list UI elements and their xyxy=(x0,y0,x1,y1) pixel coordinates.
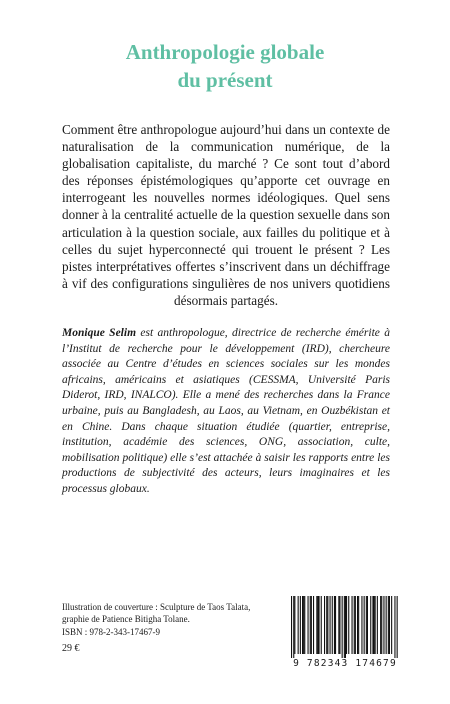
barcode-bar xyxy=(377,596,378,654)
barcode-bar xyxy=(321,596,322,654)
barcode-bar xyxy=(311,596,312,654)
barcode-bar xyxy=(302,596,303,654)
barcode-bar xyxy=(335,596,336,654)
barcode-bar xyxy=(330,596,331,654)
barcode-bar xyxy=(346,596,347,654)
barcode-bar xyxy=(380,596,381,654)
barcode-bar xyxy=(327,596,328,654)
barcode-bar xyxy=(375,596,376,654)
barcode-bar xyxy=(303,596,304,654)
barcode xyxy=(283,592,407,670)
illustration-credit: Illustration de couverture : Sculpture de Taos Talata, graphie de Patience Bitigha Tolane. xyxy=(62,602,251,624)
barcode-bar xyxy=(348,596,349,654)
barcode-bar xyxy=(338,596,339,654)
barcode-bar xyxy=(358,596,359,654)
barcode-bar xyxy=(342,596,343,658)
barcode-bar xyxy=(372,596,373,654)
barcode-bar xyxy=(367,596,368,654)
barcode-bar xyxy=(366,596,367,654)
author-bio xyxy=(62,326,390,498)
barcode-bar xyxy=(291,596,292,658)
barcode-bar xyxy=(391,596,392,654)
barcode-number: 9 782343 174679 xyxy=(293,658,397,669)
barcode-bar xyxy=(389,596,390,654)
barcode-bar xyxy=(386,596,387,654)
barcode-bar xyxy=(326,596,327,654)
author-bio-text: est anthropologue, directrice de recherche émérite à l’Institut de recherche pour le développement (IRD), chercheure associée au Centre d’études en sciences sociales sur les mondes africains, américains et asiatiques (CESSMA, Université Paris Diderot, IRD, INALCO). Elle a mené des recherches dans la France urbaine, puis au Bangladesh, au Laos, au Vietnam, en Ouzbékistan et en Chine. Dans chaque situation étudiée (quartier, entreprise, institution, académie des sciences, ONG, association, culte, mobilisation politique) elle s’est attachée à saisir les rapports entre les productions de subjectivité des acteurs, leurs imaginaires et les processus globaux. xyxy=(62,327,390,495)
barcode-bar xyxy=(293,596,294,658)
barcode-bar xyxy=(361,596,362,654)
barcode-bar xyxy=(317,596,318,654)
back-cover-summary: Comment être anthropologue aujourd’hui dans un contexte de naturalisation de la communication numérique, de la globalisation capitaliste, du marché ? Ce sont tout d’abord des réponses épistémologiques qu’apporte cet ouvrage en interrogeant les nouvelles normes idéologiques. Quel sens donner à la centralité actuelle de la question sexuelle dans son articulation à la question sociale, aux failles du politique et à celles du sujet hyperconnecté qui trouent le présent ? Les pistes interprétatives offertes s’inscrivent dans un déchiffrage à vif des configurations singulières de nos univers quotidiens désormais partagés. xyxy=(62,122,390,308)
barcode-bar xyxy=(324,596,325,654)
title-line-1: Anthropologie globale xyxy=(125,40,325,64)
price: 29 € xyxy=(62,643,80,654)
barcode-bar xyxy=(308,596,309,654)
barcode-bar xyxy=(352,596,353,654)
barcode-bar xyxy=(300,596,301,654)
barcode-bar xyxy=(383,596,384,654)
barcode-bar xyxy=(319,596,320,654)
barcode-bar xyxy=(355,596,356,654)
barcode-bar xyxy=(334,596,335,654)
barcode-bar xyxy=(370,596,371,654)
barcode-bar xyxy=(339,596,340,654)
barcode-bars xyxy=(283,592,407,658)
barcode-bar xyxy=(332,596,333,654)
barcode-bar xyxy=(357,596,358,654)
barcode-bar xyxy=(345,596,346,658)
title-line-2: du présent xyxy=(177,68,273,92)
barcode-bar xyxy=(298,596,299,654)
barcode-bar xyxy=(381,596,382,654)
barcode-bar xyxy=(394,596,395,658)
barcode-bar xyxy=(388,596,389,654)
barcode-bar xyxy=(313,596,314,654)
barcode-bar xyxy=(364,596,365,654)
author-name: Monique Selim xyxy=(62,327,137,339)
isbn: ISBN : 978-2-343-17467-9 xyxy=(62,627,160,637)
barcode-bar xyxy=(354,596,355,654)
barcode-bar xyxy=(374,596,375,654)
book-title xyxy=(0,38,450,94)
barcode-bar xyxy=(344,596,345,658)
barcode-bar xyxy=(294,596,295,654)
barcode-bar xyxy=(304,596,305,654)
barcode-bar xyxy=(310,596,311,654)
barcode-bar xyxy=(397,596,398,658)
barcode-bar xyxy=(316,596,317,654)
